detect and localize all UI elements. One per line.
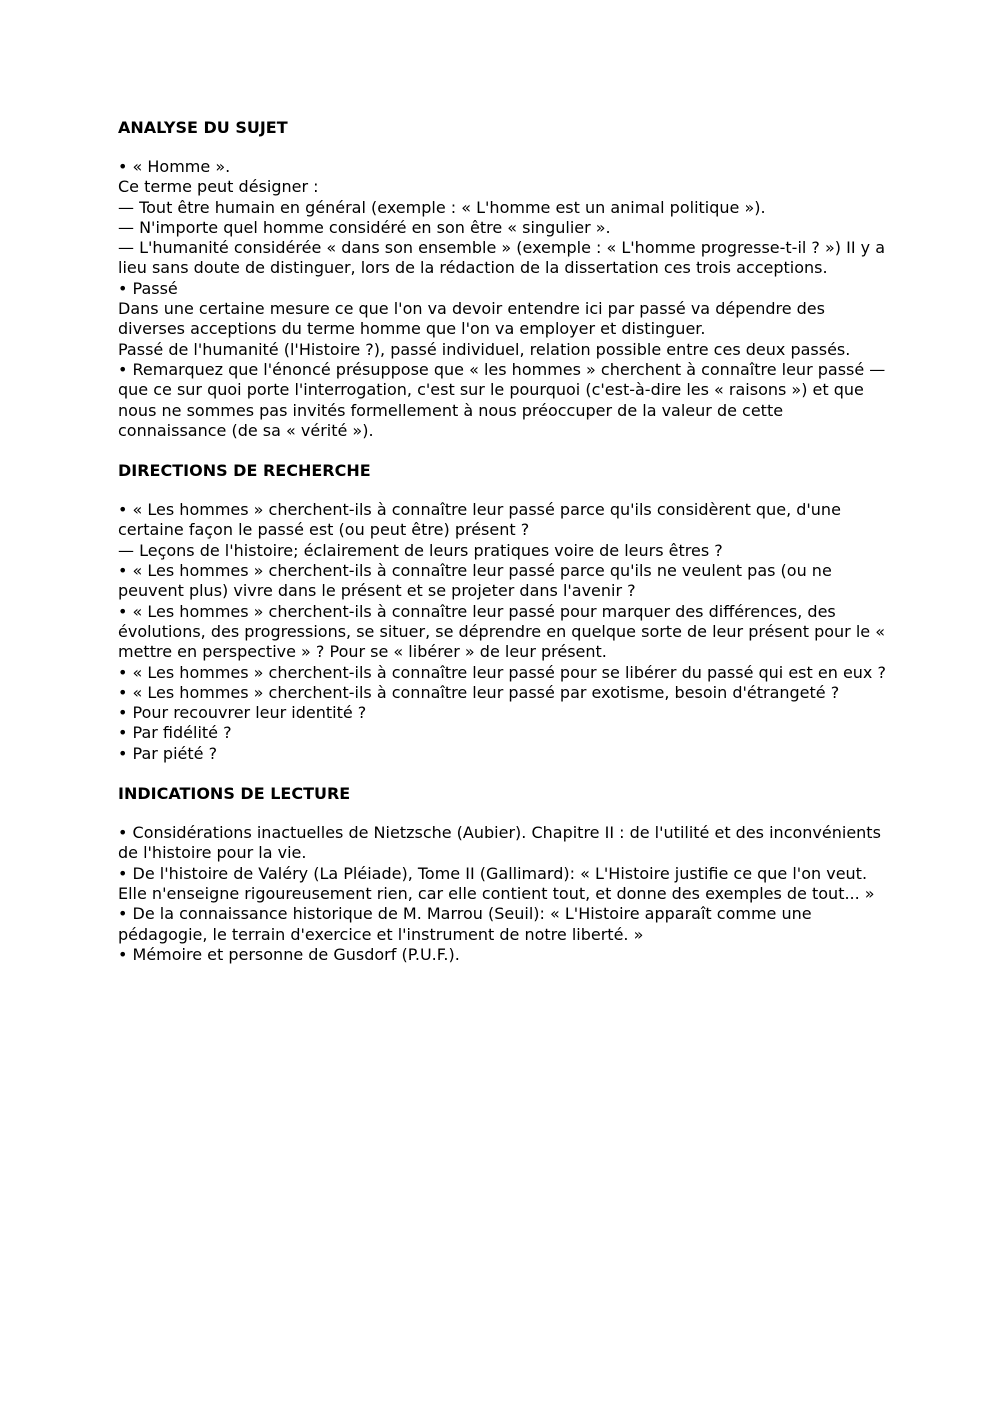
section-heading: ANALYSE DU SUJET [118,118,288,137]
paragraph: — Tout être humain en général (exemple : « L'homme est un animal politique »). [118,197,766,217]
paragraph: • Par piété ? [118,743,218,763]
paragraph: • De l'histoire de Valéry (La Pléiade), Tome II (Gallimard): « L'Histoire justifie ce que l'on veut. Elle n'enseigne rigoureusement rien, car elle contient tout, et donne des exemples de tout... » [118,863,875,903]
paragraph: • Mémoire et personne de Gusdorf (P.U.F.). [118,944,460,964]
section-heading: INDICATIONS DE LECTURE [118,784,351,804]
paragraph: • De la connaissance historique de M. Marrou (Seuil): « L'Histoire apparaît comme une pédagogie, le terrain d'exercice et l'instrument de notre liberté. » [118,904,812,944]
paragraph: • Considérations inactuelles de Nietzsche (Aubier). Chapitre II : de l'utilité et des inconvénients de l'histoire pour la vie. [118,823,881,863]
paragraph: — L'humanité considérée « dans son ensemble » (exemple : « L'homme progresse-t-il ? ») II y a lieu sans doute de distinguer, lors de la rédaction de la dissertation ces trois acceptions. [118,238,885,278]
paragraph: • « Les hommes » cherchent-ils à connaître leur passé parce qu'ils considèrent que, d'une certaine façon le passé est (ou peut être) présent ? [118,500,841,540]
paragraph: — Leçons de l'histoire; éclairement de leurs pratiques voire de leurs êtres ? [118,540,723,560]
section-body [118,500,888,764]
section-heading: DIRECTIONS DE RECHERCHE [118,461,371,481]
section-indications-de-lecture [118,783,888,965]
paragraph: Dans une certaine mesure ce que l'on va devoir entendre ici par passé va dépendre des diverses acceptions du terme homme que l'on va employer et distinguer. [118,299,825,339]
paragraph: • « Les hommes » cherchent-ils à connaître leur passé par exotisme, besoin d'étrangeté ? [118,682,840,702]
section-body [118,823,888,965]
paragraph: • « Les hommes » cherchent-ils à connaître leur passé pour marquer des différences, des évolutions, des progressions, se situer, se déprendre en quelque sorte de leur présent pour le « mettre en perspective » ? Pour se « libérer » de leur présent. [118,601,886,662]
paragraph: • Par fidélité ? [118,723,232,743]
paragraph: • « Homme ». [118,157,231,176]
document-page [118,117,888,965]
paragraph: Passé de l'humanité (l'Histoire ?), passé individuel, relation possible entre ces deux passés. [118,339,851,359]
paragraph: Ce terme peut désigner : [118,177,319,197]
section-body [118,157,888,441]
paragraph: • Pour recouvrer leur identité ? [118,703,367,723]
paragraph: • « Les hommes » cherchent-ils à connaître leur passé parce qu'ils ne veulent pas (ou ne peuvent plus) vivre dans le présent et se projeter dans l'avenir ? [118,561,832,601]
paragraph: • Passé [118,278,178,298]
paragraph: • « Les hommes » cherchent-ils à connaître leur passé pour se libérer du passé qui est en eux ? [118,662,886,682]
paragraph: • Remarquez que l'énoncé présuppose que « les hommes » cherchent à connaître leur passé — que ce sur quoi porte l'interrogation, c'est sur le pourquoi (c'est-à-dire les « raisons ») et que nous ne sommes pas invités formellement à nous préoccuper de la valeur de cette connaissance (de sa « vérité »). [118,359,886,440]
paragraph: — N'importe quel homme considéré en son être « singulier ». [118,217,611,237]
section-analyse-du-sujet [118,117,888,441]
section-directions-de-recherche [118,460,888,764]
